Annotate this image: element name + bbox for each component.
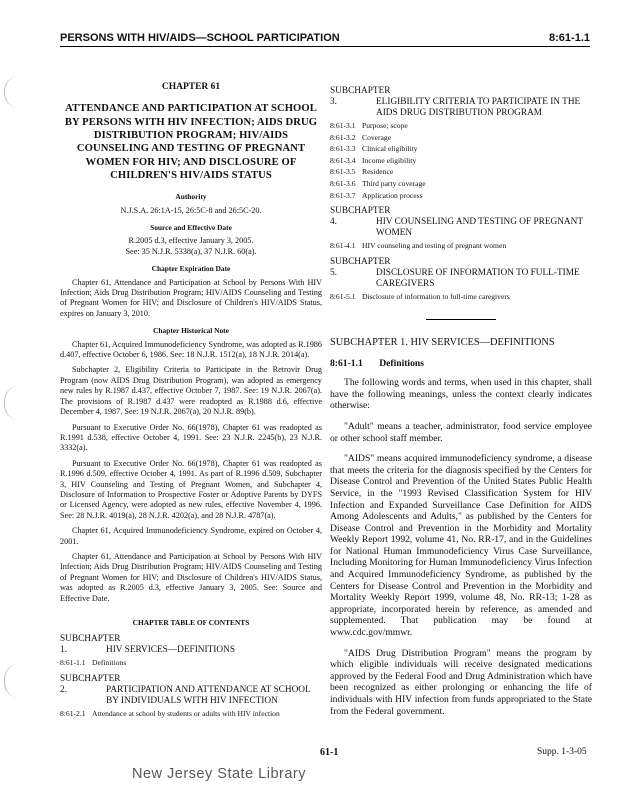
toc-text: Income eligibility [362,155,417,165]
chapter-title: ATTENDANCE AND PARTICIPATION AT SCHOOL BY PERSONS WITH HIV INFECTION; AIDS DRUG DISTRIBUTION PROGRAM; HIV/AIDS COUNSELING AND TESTING OF PREGNANT WOMEN FOR HIV; AND DISCLOSURE OF CHILDREN'S HIV/AIDS STATUS [64,103,318,181]
toc-number: SUBCHAPTER 2. [60,674,121,695]
toc-number: 8:61-3.5 [330,167,356,177]
source-line: See: 35 N.J.R. 5338(a), 37 N.J.R. 60(a). [125,246,257,256]
toc-number: 8:61-3.1 [330,121,356,130]
binder-hole-mark [4,664,35,698]
toc-subchapter [60,634,322,656]
toc-text: Purpose; scope [362,121,408,130]
toc-subchapter [330,257,592,290]
toc-section [330,144,592,154]
library-stamp: New Jersey State Library [132,766,306,782]
toc-heading: CHAPTER TABLE OF CONTENTS [132,618,250,627]
toc-number: 8:61-3.7 [330,190,356,200]
toc-text: Clinical eligibility [362,144,418,154]
history-notes [60,340,322,604]
toc-text: Application process [362,190,423,200]
authority-heading: Authority [175,192,207,202]
toc-number: SUBCHAPTER 1. [60,634,121,656]
toc-number: 8:61-1.1 [60,658,86,668]
toc-section [330,179,592,189]
section-divider [426,319,496,320]
toc-text: PARTICIPATION AND ATTENDANCE AT SCHOOL BY INDIVIDUALS WITH HIV INFECTION [106,685,311,706]
toc-number: 8:61-2.1 [60,709,86,718]
definition-paragraph: "AIDS Drug Distribution Program" means the program by which eligible individuals will receive designated medications approved by the Federal Food and Drug Administration which have been recognized as either prolonging or enhancing the life of individuals with HIV infection from funds appropriated to the State from the Federal government. [330,647,592,717]
binder-hole-mark [4,76,35,108]
left-column [60,80,322,719]
toc-left [60,634,322,718]
toc-right [330,86,592,301]
header-title: PERSONS WITH HIV/AIDS—SCHOOL PARTICIPATION [60,32,340,44]
toc-text: Third party coverage [362,178,426,188]
toc-section [330,167,592,177]
toc-number: 8:61-3.2 [330,132,356,142]
chapter-number: CHAPTER 61 [161,82,221,92]
running-header [60,30,590,47]
section-label: Definitions [379,357,424,369]
toc-number: SUBCHAPTER 4. [330,206,391,228]
history-note: Pursuant to Executive Order No. 66(1978), Chapter 61 was readopted as R.1991 d.538, effective October 4, 1991. See: 23 N.J.R. 2245(b), 23 N.J.R. 3332(a). [60,422,322,453]
right-column [330,80,592,726]
toc-text: Coverage [362,132,392,142]
definition-paragraph: "Adult" means a teacher, administrator, food service employee or other school staff member. [330,420,592,444]
authority-text: N.J.S.A. 26:1A-15, 26:5C-8 and 26:5C-20. [120,205,262,215]
binder-hole-mark [4,386,35,420]
toc-section [330,241,592,251]
toc-number: SUBCHAPTER 5. [330,256,391,278]
history-note: Subchapter 2, Eligibility Criteria to Participate in the Retrovir Drug Program (now AIDS Drug Distribution Program), was adopted as emergency new rules by R.1987 d.437, effective October 7, 1987. See: 19 N.J.R. 2067(a). The provisions of R.1987 d.437 were readopted as R.1988 d.6, effective December 4, 1987. See: 19 N.J.R. 2067(a), 20 N.J.R. 89(b). [60,365,322,417]
history-note: Chapter 61, Acquired Immunodeficiency Syndrome, expired on October 4, 2001. [60,526,322,546]
expiration-heading: Chapter Expiration Date [151,264,231,274]
toc-subchapter [60,674,322,707]
toc-number: 8:61-4.1 [330,241,356,251]
source-line: R.2005 d.3, effective January 3, 2005. [128,236,254,246]
toc-text: ELIGIBILITY CRITERIA TO PARTICIPATE IN THE AIDS DRUG DISTRIBUTION PROGRAM [376,97,581,118]
toc-section [330,133,592,143]
section-title [330,359,592,369]
history-note: Chapter 61, Attendance and Participation at School by Persons With HIV Infection; Aids Drug Distribution Program; HIV/AIDS Counseling and Testing of Pregnant Women for HIV; and Disclosure of Children's HIV/AIDS Status, was adopted as R.2005 d.3, effective January 3, 2005. See: Source and Effective Date. [60,551,322,603]
toc-text: Residence [362,167,394,177]
toc-section [330,121,592,131]
toc-section [330,191,592,201]
toc-section [60,709,322,719]
history-note: Pursuant to Executive Order No. 66(1978), Chapter 61 was readopted as R.1996 d.509, effective October 4, 1991. As part of R.1996 d.509, Subchapter 3, HIV Counseling and Testing of Pregnant Women, and Subchapter 4, Disclosure of Information to Prospective Foster or Adoptive Parents by DYFS or Licensed Agency, were adopted as new rules, effective November 4, 1996. See: 28 N.J.R. 4019(a), 28 N.J.R. 4202(a), and 28 N.J.R. 4787(a). [60,458,322,520]
toc-number: 8:61-3.6 [330,178,356,188]
toc-section [60,658,322,668]
definition-paragraph: The following words and terms, when used in this chapter, shall have the following meanings, unless the context clearly indicates otherwise: [330,377,592,412]
toc-section [330,156,592,166]
toc-text: Attendance at school by students or adults with HIV infection [92,709,280,718]
page-number: 61-1 [320,747,339,758]
toc-subchapter [330,86,592,119]
expiration-text: Chapter 61, Attendance and Participation at School by Persons With HIV Infection; Aids Drug Distribution Program; HIV/AIDS Counseling and Testing of Pregnant Women for HIV; and Disclosure of Children's HIV/AIDS Status, expires on January 3, 2010. [60,277,322,318]
toc-text: HIV COUNSELING AND TESTING OF PREGNANT WOMEN [376,217,583,239]
subchapter-heading: SUBCHAPTER 1. HIV SERVICES—DEFINITIONS [330,337,555,349]
toc-text: HIV SERVICES—DEFINITIONS [106,645,235,656]
header-section: 8:61-1.1 [549,32,590,44]
toc-number: SUBCHAPTER 3. [330,86,391,107]
toc-section [330,292,592,302]
definitions-body [330,377,592,717]
toc-text: Disclosure of information to full-time caregivers [362,291,510,301]
section-number: 8:61-1.1 [330,357,363,369]
history-heading: Chapter Historical Note [153,326,229,336]
toc-text: HIV counseling and testing of pregnant women [362,241,507,251]
toc-number: 8:61-3.4 [330,155,356,165]
source-heading: Source and Effective Date [150,223,232,232]
supplement-date: Supp. 1-3-05 [537,747,587,757]
toc-number: 8:61-5.1 [330,291,356,301]
toc-number: 8:61-3.3 [330,144,356,154]
definition-paragraph: "AIDS" means acquired immunodeficiency syndrome, a disease that meets the criteria for the diagnosis specified by the Centers for Disease Control and Prevention of the United States Public Health Service, in the "1993 Revised Classification System for HIV Infection and Expanded Surveillance Case Definition for AIDS Among Adolescents and Adults," as published by the Centers for Disease Control and Prevention in the Morbidity and Mortality Weekly Report 1992, volume 41, No. RR-17, and in the Guidelines for National Human Immunodeficiency Virus Case Surveillance, Including Monitoring for Human Immunodeficiency Virus Infection and Acquired Immunodeficiency Syndrome, as published by the Centers for Disease Control and Prevention in the Morbidity and Mortality Weekly Report 1999, volume 48, No. RR-13; 1-28 as appropriate, incorporated herein by reference, as amended and supplemented. That publication may be found at www.cdc.gov/mmwr. [330,453,592,639]
toc-text: DISCLOSURE OF INFORMATION TO FULL-TIME CAREGIVERS [376,267,580,289]
toc-text: Definitions [92,658,127,668]
toc-subchapter [330,206,592,239]
history-note: Chapter 61, Acquired Immunodeficiency Syndrome, was adopted as R.1986 d.407, effective October 6, 1986. See: 18 N.J.R. 1512(a), 18 N.J.R. 2014(a). [60,339,322,360]
